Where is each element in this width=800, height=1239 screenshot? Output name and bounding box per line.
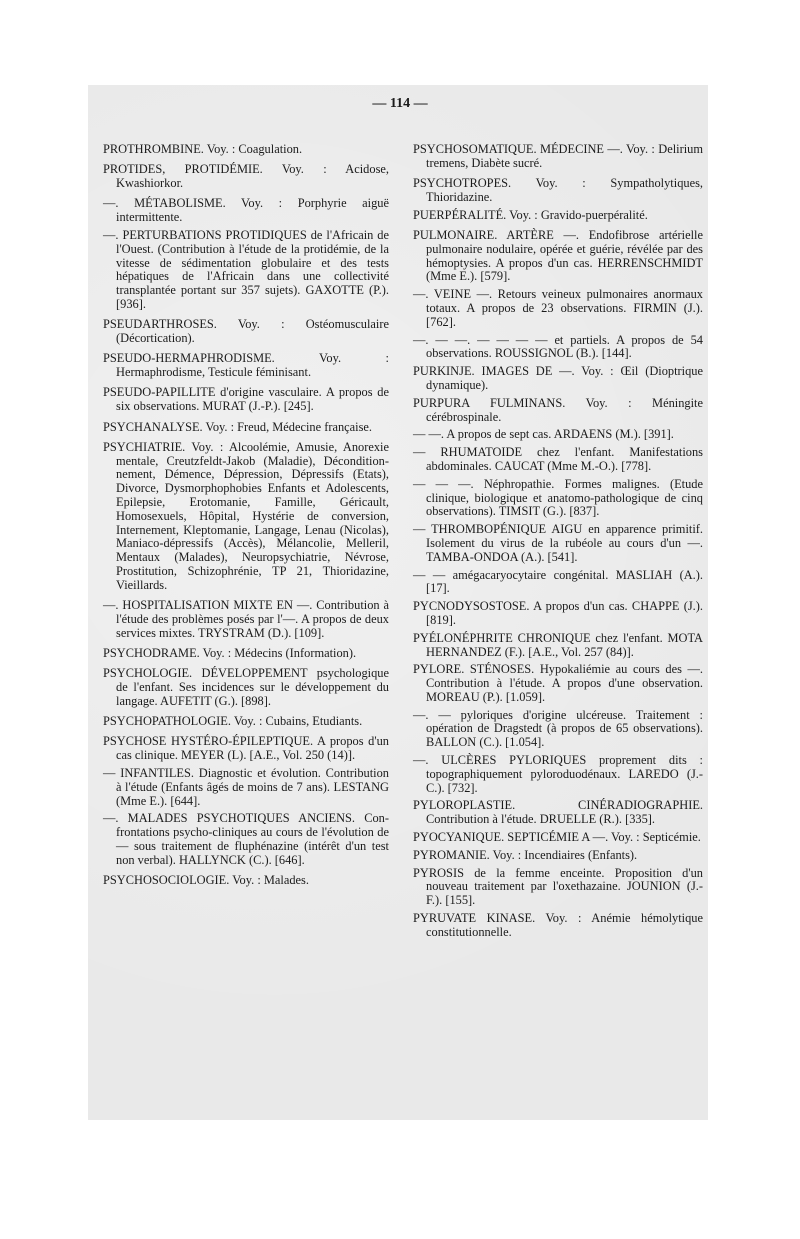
index-entry: PSYCHOPATHOLOGIE. Voy. : Cubains, Etudiants. [103,714,363,729]
index-entry: PSYCHOLOGIE. DÉVELOPPEMENT psychologique de l'enfant. Ses incidences sur le développement du langage. AUFETIT (G.). [898]. [103,666,389,708]
index-entry: — THROMBOPÉNIQUE AIGU en apparence primitif. Isolement du virus de la rubéole au cours d'un —. TAMBA-ONDOA (A.). [541]. [413,522,703,564]
index-entry: PYROSIS de la femme enceinte. Proposition d'un nouveau traitement par l'oxethazaine. JOUNION (J.-F.). [155]. [413,865,703,908]
index-entry: PYROMANIE. Voy. : Incendiaires (Enfants). [413,847,638,862]
index-entry: PROTIDES, PROTIDÉMIE. Voy. : Acidose, Kwashiorkor. [103,162,389,191]
index-entry: PYCNODYSOSTOSE. A propos d'un cas. CHAPPE (J.). [819]. [413,599,703,627]
right-column [413,143,703,944]
index-entry: PURPURA FULMINANS. Voy. : Méningite cérébrospinale. [413,395,703,424]
index-entry: PSYCHIATRIE. Voy. : Alcoolémie, Amusie, Anorexie mentale, Creutzfeldt-Jakob (Maladie), Déconditionnement, Démence, Dépression, Dépressifs (Etats), Divorce, Dysmorphophobies Enfants et Adolescents, Epilepsie, Erotomanie, Famille, Géricault, Homosexuels, Hôpital, Hystérie de conversion, Internement, Kleptomanie, Langage, Lenau (Nicolas), Maniaco-dépressifs (Accès), Mélancolie, Melleril, Mentaux (Malades), Neuropsychiatrie, Névrose, Prostitution, Schizophrénie, TP 21, Thioridazine, Vieillards. [103,439,389,592]
index-entry: PULMONAIRE. ARTÈRE —. Endofibrose artérielle pulmonaire nodulaire, opérée et guérie, révélée par des hémoptysies. A propos d'un cas. HERRENSCHMIDT (Mme E.). [579]. [413,227,703,284]
index-entry: PYLORE. STÉNOSES. Hypokaliémie au cours des —. Contribution à l'étude. A propos d'une observation. MOREAU (P.). [1.059]. [413,662,703,704]
index-entry: PSEUDO-PAPILLITE d'origine vasculaire. A propos de six observations. MURAT (J.-P.). [245]. [103,385,389,414]
index-entry: PSYCHOSOCIOLOGIE. Voy. : Malades. [103,873,309,888]
index-entry: PROTHROMBINE. Voy. : Coagulation. [103,142,303,156]
index-entry: PSYCHOTROPES. Voy. : Sympatholytiques, Thioridazine. [413,176,703,204]
index-entry: PSEUDO-HERMAPHRODISME. Voy. : Hermaphrodisme, Testicule féminisant. [103,351,389,380]
index-entry: PYOCYANIQUE. SEPTICÉMIE A —. Voy. : Septicémie. [413,830,701,845]
index-entry: PYÉLONÉPHRITE CHRONIQUE chez l'enfant. MOTA HERNANDEZ (F.). [A.E., Vol. 257 (84)]. [413,630,703,659]
index-entry: PSYCHOSE HYSTÉRO-ÉPILEPTIQUE. A propos d'un cas clinique. MEYER (L). [A.E., Vol. 250 (14)]. [103,734,389,763]
index-entry: PUERPÉRALITÉ. Voy. : Gravido-puerpéralité. [413,207,648,222]
index-entry: —. HOSPITALISATION MIXTE EN —. Contribution à l'étude des problèmes posés par l'—. A propos de deux services mixtes. TRYSTRAM (D.). [109]. [103,598,389,640]
index-entry: PSYCHOSOMATIQUE. MÉDECINE —. Voy. : Delirium tremens, Diabète sucré. [413,142,703,170]
index-entry: — INFANTILES. Diagnostic et évolution. Contribution à l'étude (Enfants âgés de moins de 7 ans). LESTANG (Mme E.). [644]. [103,766,389,808]
index-entry: —. — —. — — — — et partiels. A propos de 54 observations. ROUSSIGNOL (B.). [144]. [413,332,703,361]
index-entry: —. PERTURBATIONS PROTIDIQUES de l'Africain de l'Ouest. (Contribution à l'étude de la protidémie, de la vitesse de sédimentation globulaire et des tests hépatiques de l'Africain dans une collectivité transplantée portant sur 357 sujets). GAXOTTE (P.). [936]. [103,227,389,311]
index-entry: —. ULCÈRES PYLORIQUES proprement dits : topographiquement pyloroduodénaux. LAREDO (J.-C.). [732]. [413,753,703,795]
index-entry: PURKINJE. IMAGES DE —. Voy. : Œil (Dioptrique dynamique). [413,364,703,392]
index-entry: PSYCHODRAME. Voy. : Médecins (Information). [103,646,357,660]
index-entry: PSEUDARTHROSES. Voy. : Ostéomusculaire (Décortication). [103,317,389,346]
index-entry: —. VEINE —. Retours veineux pulmonaires anormaux totaux. A propos de 23 observations. FIRMIN (J.). [762]. [413,287,703,329]
index-entry: —. MALADES PSYCHOTIQUES ANCIENS. Confrontations psycho-cliniques au cours de l'évolution de — sous traitement de fluphénazine (intérêt d'un test non verbal). HALLYNCK (C.). [646]. [103,811,389,867]
index-entry: PYRUVATE KINASE. Voy. : Anémie hémolytique constitutionnelle. [413,911,703,939]
index-entry: PSYCHANALYSE. Voy. : Freud, Médecine française. [103,419,373,434]
index-entry: — — amégacaryocytaire congénital. MASLIAH (A.). [17]. [413,567,703,596]
index-entry: — — —. Néphropathie. Formes malignes. (Etude clinique, biologique et anatomo-pathologique de cinq observations). TIMSIT (G.). [837]. [413,476,703,519]
index-entry: —. — pyloriques d'origine ulcéreuse. Traitement : opération de Dragstedt (à propos de 65 observations). BALLON (C.). [1.054]. [413,707,703,750]
left-column [103,143,389,894]
index-entry: PYLOROPLASTIE. CINÉRADIOGRAPHIE. Contribution à l'étude. DRUELLE (R.). [335]. [413,798,703,827]
index-entry: — —. A propos de sept cas. ARDAENS (M.). [391]. [413,427,674,442]
index-entry: —. MÉTABOLISME. Voy. : Porphyrie aiguë intermittente. [103,196,389,225]
page-number: — 114 — [372,96,428,111]
index-entry: — RHUMATOIDE chez l'enfant. Manifestations abdominales. CAUCAT (Mme M.-O.). [778]. [413,445,703,473]
